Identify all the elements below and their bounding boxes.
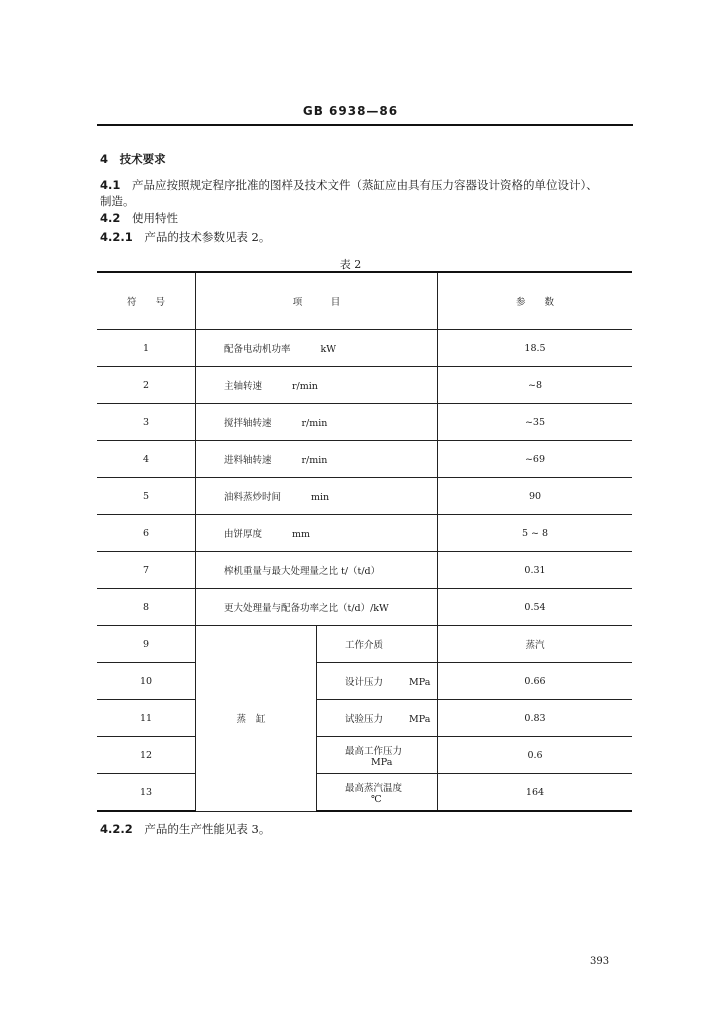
clause-number: 4.2.2 [100, 822, 133, 836]
row-item [196, 441, 438, 478]
row-item [317, 737, 438, 774]
item-name: 搅拌轴转速 [224, 418, 272, 429]
clause-4-2-1 [100, 230, 270, 244]
page-number: 393 [590, 956, 610, 967]
row-item [196, 478, 438, 515]
clause-4-1-line-2 [100, 194, 135, 208]
row-item [196, 330, 438, 367]
row-number: 13 [97, 774, 196, 812]
row-number: 1 [97, 330, 196, 367]
section-number: 4 [100, 152, 109, 166]
row-number: 10 [97, 663, 196, 700]
item-unit: r/min [301, 418, 328, 429]
row-item [196, 589, 438, 626]
column-header-item: 项 目 [196, 272, 438, 330]
row-value: 蒸汽 [438, 626, 633, 663]
table-row [97, 330, 632, 367]
table-caption: 表 2 [339, 258, 362, 271]
table-row [97, 589, 632, 626]
table-row [97, 737, 632, 774]
table-row [97, 774, 632, 812]
item-name: 工作介质 [345, 640, 384, 651]
item-unit: mm [292, 529, 311, 540]
row-item [317, 626, 438, 663]
row-item [317, 663, 438, 700]
table-header-row [97, 272, 632, 330]
row-value: 0.54 [438, 589, 633, 626]
clause-number: 4.2 [100, 211, 121, 225]
row-item [317, 774, 438, 812]
column-header-no: 符 号 [97, 272, 196, 330]
row-number: 6 [97, 515, 196, 552]
row-value: 0.31 [438, 552, 633, 589]
item-name: 油料蒸炒时间 [224, 492, 282, 503]
table-row [97, 663, 632, 700]
row-number: 3 [97, 404, 196, 441]
row-number: 4 [97, 441, 196, 478]
item-unit: MPa [371, 756, 393, 768]
table-row [97, 552, 632, 589]
item-unit: min [311, 492, 330, 503]
table-row [97, 367, 632, 404]
table-row [97, 626, 632, 663]
item-name: 更大处理量与配备功率之比（t/d）/kW [224, 603, 389, 614]
item-name: 最高蒸汽温度 [345, 782, 403, 794]
item-name: 最高工作压力 [345, 745, 403, 757]
table-row [97, 478, 632, 515]
header-rule [97, 124, 633, 126]
clause-text: 产品的生产性能见表 3。 [144, 822, 271, 836]
row-number: 8 [97, 589, 196, 626]
row-item [196, 404, 438, 441]
clause-text-continued: 制造。 [100, 194, 135, 208]
technical-parameters-table [97, 271, 632, 812]
item-name: 配备电动机功率 [224, 344, 291, 355]
clause-number: 4.1 [100, 178, 121, 192]
row-value: 5 ~ 8 [438, 515, 633, 552]
item-name: 设计压力 [345, 677, 384, 688]
row-value: ~69 [438, 441, 633, 478]
item-unit: kW [320, 344, 337, 355]
clause-4-2-2 [100, 822, 270, 836]
item-name: 进料轴转速 [224, 455, 272, 466]
clause-4-2-heading [100, 211, 178, 225]
item-unit: MPa [409, 677, 431, 688]
clause-text: 产品应按照规定程序批准的图样及技术文件（蒸缸应由具有压力容器设计资格的单位设计）、 [132, 178, 598, 192]
item-name: 试验压力 [345, 714, 384, 725]
row-item [196, 367, 438, 404]
row-value: ~35 [438, 404, 633, 441]
row-value: 18.5 [438, 330, 633, 367]
row-number: 11 [97, 700, 196, 737]
table-row [97, 404, 632, 441]
row-value: 0.66 [438, 663, 633, 700]
clause-text: 产品的技术参数见表 2。 [144, 230, 271, 244]
row-number: 9 [97, 626, 196, 663]
row-value: 0.83 [438, 700, 633, 737]
table-row [97, 441, 632, 478]
row-item [196, 515, 438, 552]
row-value: 90 [438, 478, 633, 515]
clause-number: 4.2.1 [100, 230, 133, 244]
item-name: 主轴转速 [224, 381, 263, 392]
row-value: 0.6 [438, 737, 633, 774]
row-number: 7 [97, 552, 196, 589]
table-row [97, 700, 632, 737]
section-title: 技术要求 [119, 152, 166, 166]
item-unit: r/min [301, 455, 328, 466]
row-item [196, 552, 438, 589]
item-unit: MPa [409, 714, 431, 725]
row-number: 2 [97, 367, 196, 404]
group-label: 蒸缸 [196, 626, 317, 812]
item-name: 榨机重量与最大处理量之比 t/（t/d） [224, 566, 381, 577]
item-unit: ℃ [371, 793, 382, 805]
page-header: GB 6938—86 [302, 104, 399, 118]
row-number: 5 [97, 478, 196, 515]
item-unit: r/min [292, 381, 318, 392]
row-number: 12 [97, 737, 196, 774]
clause-4-1-line-1 [100, 178, 598, 192]
column-header-value: 参 数 [438, 272, 633, 330]
row-item [317, 700, 438, 737]
section-4-heading [100, 152, 166, 166]
item-name: 由饼厚度 [224, 529, 263, 540]
clause-title: 使用特性 [132, 211, 179, 225]
row-value: 164 [438, 774, 633, 812]
row-value: ~8 [438, 367, 633, 404]
table-row [97, 515, 632, 552]
